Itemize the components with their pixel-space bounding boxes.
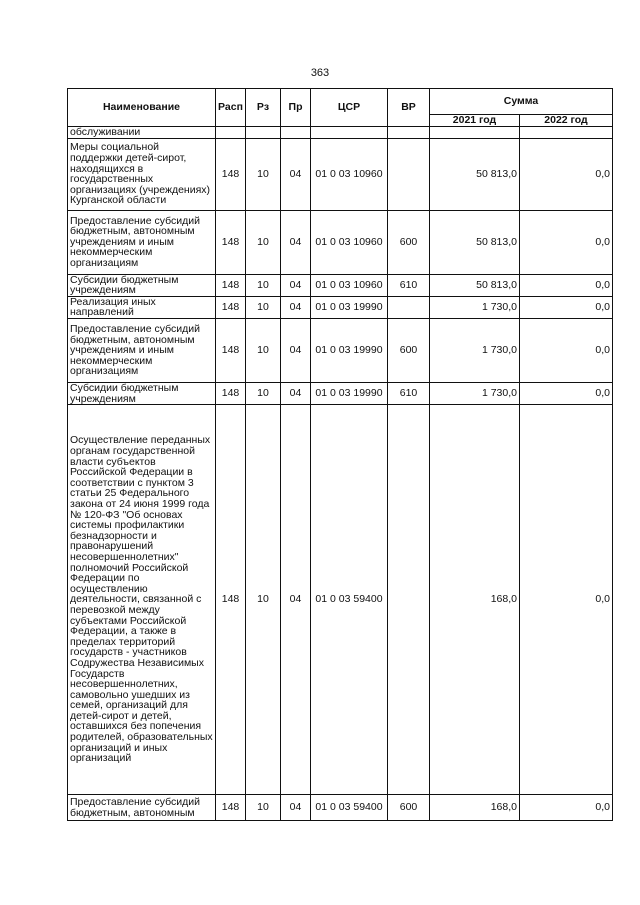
row-vr: 600 <box>388 210 430 274</box>
row-name: Субсидии бюджетным учреждениям <box>68 382 216 404</box>
table-body <box>68 126 613 821</box>
row-rz: 10 <box>246 296 281 318</box>
header-2022: 2022 год <box>520 115 613 127</box>
row-csr: 01 0 03 19990 <box>311 382 388 404</box>
row-name: Реализация иных направлений <box>68 296 216 318</box>
row-rasp: 148 <box>216 210 246 274</box>
header-row <box>68 89 613 115</box>
row-vr <box>388 126 430 138</box>
header-csr: ЦСР <box>311 89 388 127</box>
row-pr <box>281 126 311 138</box>
table-row <box>68 382 613 404</box>
row-csr: 01 0 03 59400 <box>311 405 388 795</box>
row-rasp <box>216 126 246 138</box>
row-pr: 04 <box>281 274 311 296</box>
row-sum-2021: 50 813,0 <box>430 210 520 274</box>
row-name: Субсидии бюджетным учреждениям <box>68 274 216 296</box>
row-pr: 04 <box>281 318 311 382</box>
row-rasp: 148 <box>216 274 246 296</box>
row-vr: 600 <box>388 795 430 821</box>
row-rasp: 148 <box>216 405 246 795</box>
row-vr <box>388 405 430 795</box>
row-sum-2022 <box>520 126 613 138</box>
table-row <box>68 210 613 274</box>
row-sum-2022: 0,0 <box>520 318 613 382</box>
row-pr: 04 <box>281 296 311 318</box>
header-sum: Сумма <box>430 89 613 115</box>
row-sum-2021: 1 730,0 <box>430 382 520 404</box>
row-pr: 04 <box>281 405 311 795</box>
header-pr: Пр <box>281 89 311 127</box>
row-rz: 10 <box>246 405 281 795</box>
row-csr <box>311 126 388 138</box>
row-sum-2021: 168,0 <box>430 405 520 795</box>
row-rz: 10 <box>246 210 281 274</box>
row-rz: 10 <box>246 795 281 821</box>
row-rz <box>246 126 281 138</box>
row-csr: 01 0 03 10960 <box>311 138 388 210</box>
row-sum-2022: 0,0 <box>520 138 613 210</box>
row-rasp: 148 <box>216 795 246 821</box>
row-sum-2021: 168,0 <box>430 795 520 821</box>
row-vr <box>388 138 430 210</box>
row-rz: 10 <box>246 274 281 296</box>
row-pr: 04 <box>281 210 311 274</box>
table-row <box>68 274 613 296</box>
row-csr: 01 0 03 59400 <box>311 795 388 821</box>
row-pr: 04 <box>281 795 311 821</box>
header-rasp: Расп <box>216 89 246 127</box>
row-rasp: 148 <box>216 138 246 210</box>
row-vr: 610 <box>388 274 430 296</box>
row-rz: 10 <box>246 382 281 404</box>
row-rasp: 148 <box>216 296 246 318</box>
row-rasp: 148 <box>216 382 246 404</box>
row-csr: 01 0 03 10960 <box>311 210 388 274</box>
header-vr: ВР <box>388 89 430 127</box>
row-name: Меры социальной поддержки детей-сирот, находящихся в государственных организациях (учреждениях) Курганской области <box>68 138 216 210</box>
row-sum-2022: 0,0 <box>520 405 613 795</box>
row-sum-2022: 0,0 <box>520 795 613 821</box>
budget-table <box>67 88 613 821</box>
row-sum-2021: 1 730,0 <box>430 318 520 382</box>
row-vr: 600 <box>388 318 430 382</box>
row-rz: 10 <box>246 318 281 382</box>
row-sum-2021 <box>430 126 520 138</box>
table-row <box>68 405 613 795</box>
row-sum-2021: 50 813,0 <box>430 274 520 296</box>
table-row <box>68 318 613 382</box>
row-sum-2021: 50 813,0 <box>430 138 520 210</box>
table-row <box>68 795 613 821</box>
header-rz: Рз <box>246 89 281 127</box>
row-name: обслуживании <box>68 126 216 138</box>
row-sum-2022: 0,0 <box>520 274 613 296</box>
row-pr: 04 <box>281 382 311 404</box>
row-sum-2022: 0,0 <box>520 382 613 404</box>
row-csr: 01 0 03 10960 <box>311 274 388 296</box>
row-name: Предоставление субсидий бюджетным, автономным <box>68 795 216 821</box>
row-name: Осуществление переданных органам государственной власти субъектов Российской Федерации в соответствии с пунктом 3 статьи 25 Федерального закона от 24 июня 1999 года № 120-ФЗ "Об основах системы профилактики безнадзорности и правонарушений несовершеннолетних" полномочий Российской Федерации по осуществлению деятельности, связанной с перевозкой между субъектами Российской Федерации, а также в пределах территорий государств - участников Содружества Независимых Государств несовершеннолетних, самовольно ушедших из семей, организаций для детей-сирот и детей, оставшихся без попечения родителей, образовательных организаций и иных организаций <box>68 405 216 795</box>
page-number: 363 <box>310 67 330 79</box>
table-row <box>68 138 613 210</box>
row-pr: 04 <box>281 138 311 210</box>
row-vr: 610 <box>388 382 430 404</box>
row-name: Предоставление субсидий бюджетным, автономным учреждениям и иным некоммерческим организациям <box>68 318 216 382</box>
table-row <box>68 126 613 138</box>
row-sum-2022: 0,0 <box>520 210 613 274</box>
row-csr: 01 0 03 19990 <box>311 318 388 382</box>
row-name: Предоставление субсидий бюджетным, автономным учреждениям и иным некоммерческим организациям <box>68 210 216 274</box>
row-sum-2021: 1 730,0 <box>430 296 520 318</box>
header-2021: 2021 год <box>430 115 520 127</box>
row-csr: 01 0 03 19990 <box>311 296 388 318</box>
row-sum-2022: 0,0 <box>520 296 613 318</box>
table-header <box>68 89 613 127</box>
row-rasp: 148 <box>216 318 246 382</box>
row-rz: 10 <box>246 138 281 210</box>
header-name: Наименование <box>68 89 216 127</box>
row-vr <box>388 296 430 318</box>
table-row <box>68 296 613 318</box>
